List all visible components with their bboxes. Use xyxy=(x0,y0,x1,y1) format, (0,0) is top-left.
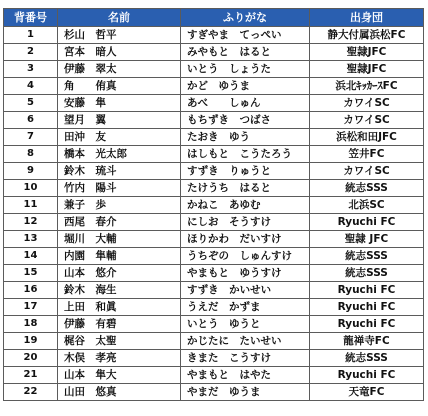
player-kana: すぎやま てっぺい xyxy=(181,27,310,44)
player-kana: うちぞの しゅんすけ xyxy=(181,248,310,265)
player-kana: かど ゆうま xyxy=(181,78,310,95)
player-name: 望月 翼 xyxy=(58,112,181,129)
player-kana: あべ しゅん xyxy=(181,95,310,112)
player-kana: かねこ あゆむ xyxy=(181,197,310,214)
table-row xyxy=(4,129,424,146)
player-name: 伊藤 有碧 xyxy=(58,316,181,333)
header-kana: ふりがな xyxy=(181,9,310,27)
player-number: 13 xyxy=(4,231,58,248)
player-kana: にしお そうすけ xyxy=(181,214,310,231)
header-number: 背番号 xyxy=(4,9,58,27)
table-row xyxy=(4,163,424,180)
player-number: 6 xyxy=(4,112,58,129)
table-row xyxy=(4,265,424,282)
player-name: 木俣 孝亮 xyxy=(58,350,181,367)
table-row xyxy=(4,112,424,129)
player-origin-team: 聖隷JFC xyxy=(310,61,424,78)
player-number: 1 xyxy=(4,27,58,44)
player-kana: ほりかわ だいすけ xyxy=(181,231,310,248)
player-origin-team: 天竜FC xyxy=(310,384,424,401)
table-row xyxy=(4,214,424,231)
player-name: 竹内 陽斗 xyxy=(58,180,181,197)
player-origin-team: 聖隷 JFC xyxy=(310,231,424,248)
player-origin-team: Ryuchi FC xyxy=(310,214,424,231)
table-row xyxy=(4,95,424,112)
player-number: 22 xyxy=(4,384,58,401)
table-row xyxy=(4,44,424,61)
player-number: 15 xyxy=(4,265,58,282)
player-name: 上田 和眞 xyxy=(58,299,181,316)
player-origin-team: 聖隷JFC xyxy=(310,44,424,61)
player-name: 西尾 春介 xyxy=(58,214,181,231)
player-name: 内園 隼輔 xyxy=(58,248,181,265)
player-kana: はしもと こうたろう xyxy=(181,146,310,163)
player-number: 19 xyxy=(4,333,58,350)
player-kana: きまた こうすけ xyxy=(181,350,310,367)
player-origin-team: Ryuchi FC xyxy=(310,282,424,299)
player-number: 14 xyxy=(4,248,58,265)
table-row xyxy=(4,333,424,350)
player-name: 鈴木 海生 xyxy=(58,282,181,299)
table-header xyxy=(4,9,424,27)
player-kana: たけうち はると xyxy=(181,180,310,197)
player-name: 角 侑真 xyxy=(58,78,181,95)
player-number: 7 xyxy=(4,129,58,146)
player-origin-team: 北浜SC xyxy=(310,197,424,214)
player-name: 伊藤 翠太 xyxy=(58,61,181,78)
player-number: 18 xyxy=(4,316,58,333)
player-number: 11 xyxy=(4,197,58,214)
table-row xyxy=(4,180,424,197)
player-kana: すずき りゅうと xyxy=(181,163,310,180)
header-name: 名前 xyxy=(58,9,181,27)
player-name: 田沖 友 xyxy=(58,129,181,146)
table-row xyxy=(4,384,424,401)
player-name: 杉山 哲平 xyxy=(58,27,181,44)
player-origin-team: 統志SSS xyxy=(310,350,424,367)
table-row xyxy=(4,78,424,95)
player-kana: やまもと はやた xyxy=(181,367,310,384)
player-origin-team: 浜松和田JFC xyxy=(310,129,424,146)
player-kana: やまもと ゆうすけ xyxy=(181,265,310,282)
player-number: 4 xyxy=(4,78,58,95)
player-origin-team: 静大付属浜松FC xyxy=(310,27,424,44)
player-kana: いとう しょうた xyxy=(181,61,310,78)
player-number: 9 xyxy=(4,163,58,180)
player-kana: みやもと はると xyxy=(181,44,310,61)
player-origin-team: カワイSC xyxy=(310,95,424,112)
player-number: 8 xyxy=(4,146,58,163)
player-number: 2 xyxy=(4,44,58,61)
player-origin-team: Ryuchi FC xyxy=(310,316,424,333)
player-name: 堀川 大輔 xyxy=(58,231,181,248)
player-kana: たおき ゆう xyxy=(181,129,310,146)
table-row xyxy=(4,61,424,78)
player-origin-team: カワイSC xyxy=(310,163,424,180)
player-origin-team: カワイSC xyxy=(310,112,424,129)
player-name: 山本 悠介 xyxy=(58,265,181,282)
player-name: 鈴木 琉斗 xyxy=(58,163,181,180)
header-origin: 出身団 xyxy=(310,9,424,27)
table-body xyxy=(4,27,424,401)
table-row xyxy=(4,248,424,265)
player-origin-team: 龍禅寺FC xyxy=(310,333,424,350)
header-row xyxy=(4,9,424,27)
player-number: 17 xyxy=(4,299,58,316)
table-row xyxy=(4,367,424,384)
player-kana: すずき かいせい xyxy=(181,282,310,299)
player-name: 安藤 隼 xyxy=(58,95,181,112)
player-kana: かじたに たいせい xyxy=(181,333,310,350)
player-origin-team: 統志SSS xyxy=(310,265,424,282)
player-origin-team: Ryuchi FC xyxy=(310,367,424,384)
player-name: 橋本 光太郎 xyxy=(58,146,181,163)
player-kana: うえだ かずま xyxy=(181,299,310,316)
table-row xyxy=(4,146,424,163)
player-origin-team: 笠井FC xyxy=(310,146,424,163)
player-number: 10 xyxy=(4,180,58,197)
player-origin-team: 統志SSS xyxy=(310,248,424,265)
table-row xyxy=(4,350,424,367)
table-row xyxy=(4,282,424,299)
player-origin-team: 浜北ｷｯｶｰｽFC xyxy=(310,78,424,95)
player-name: 梶谷 太聖 xyxy=(58,333,181,350)
player-name: 宮本 暗人 xyxy=(58,44,181,61)
player-kana: やまだ ゆうま xyxy=(181,384,310,401)
table-row xyxy=(4,316,424,333)
player-number: 21 xyxy=(4,367,58,384)
player-kana: いとう ゆうと xyxy=(181,316,310,333)
player-number: 3 xyxy=(4,61,58,78)
player-kana: もちずき つばさ xyxy=(181,112,310,129)
table-row xyxy=(4,197,424,214)
table-row xyxy=(4,231,424,248)
table-row xyxy=(4,27,424,44)
player-roster-table xyxy=(3,8,424,401)
player-number: 5 xyxy=(4,95,58,112)
table-row xyxy=(4,299,424,316)
player-name: 兼子 歩 xyxy=(58,197,181,214)
player-number: 12 xyxy=(4,214,58,231)
player-name: 山田 悠真 xyxy=(58,384,181,401)
player-number: 20 xyxy=(4,350,58,367)
player-name: 山本 隼大 xyxy=(58,367,181,384)
player-origin-team: 統志SSS xyxy=(310,180,424,197)
player-number: 16 xyxy=(4,282,58,299)
player-origin-team: Ryuchi FC xyxy=(310,299,424,316)
